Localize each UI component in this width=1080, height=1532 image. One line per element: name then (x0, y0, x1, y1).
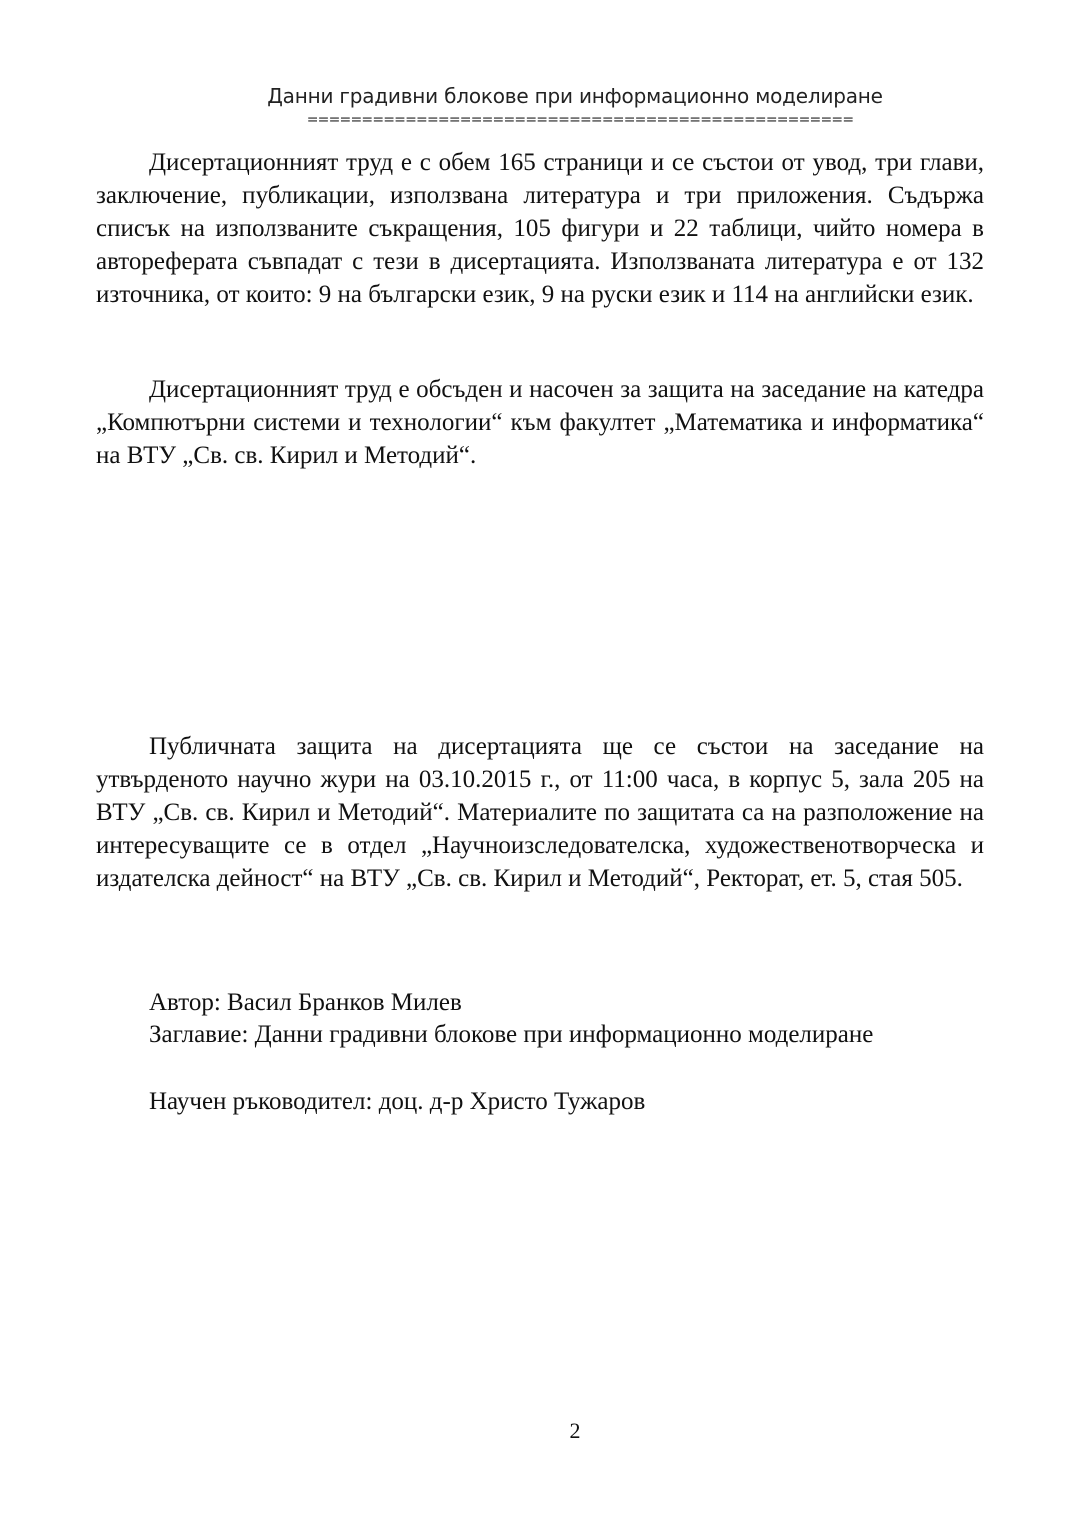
page-number: 2 (569, 1418, 581, 1443)
paragraph-dissertation-discussion: Дисертационният труд е обсъден и насочен за защита на заседание на катедра „Компютърни системи и технологии“ към факултет „Математика и информатика“ на ВТУ „Св. св. Кирил и Методий“. (96, 376, 984, 469)
title-line: Заглавие: Данни градивни блокове при информационно моделиране (149, 1021, 874, 1048)
header-separator-rule: ================================================== (306, 112, 854, 128)
author-line: Автор: Васил Бранков Милев (149, 989, 462, 1016)
paragraph-public-defense: Публичната защита на дисертацията ще се състои на заседание на утвърденото научно жури на 03.10.2015 г., от 11:00 часа, в корпус 5, зала 205 на ВТУ „Св. св. Кирил и Методий“. Материалите по защитата са на разположение на интересуващите се в отдел „Научноизследователска, художественотворческа и издателска дейност“ на ВТУ „Св. св. Кирил и Методий“, Ректорат, ет. 5, стая 505. (96, 733, 984, 892)
supervisor-line: Научен ръководител: доц. д-р Христо Тужаров (149, 1088, 646, 1115)
paragraph-dissertation-volume: Дисертационният труд е с обем 165 страници и се състои от увод, три глави, заключение, публикации, използвана литература и три приложения. Съдържа списък на използваните съкращения, 105 фигури и 22 таблици, чийто номера в автореферата съвпадат с тези в дисертацията. Използваната литература е от 132 източника, от които: 9 на български език, 9 на руски език и 114 на английски език. (96, 149, 984, 308)
running-header-title: Данни градивни блокове при информационно моделиране (267, 84, 883, 108)
